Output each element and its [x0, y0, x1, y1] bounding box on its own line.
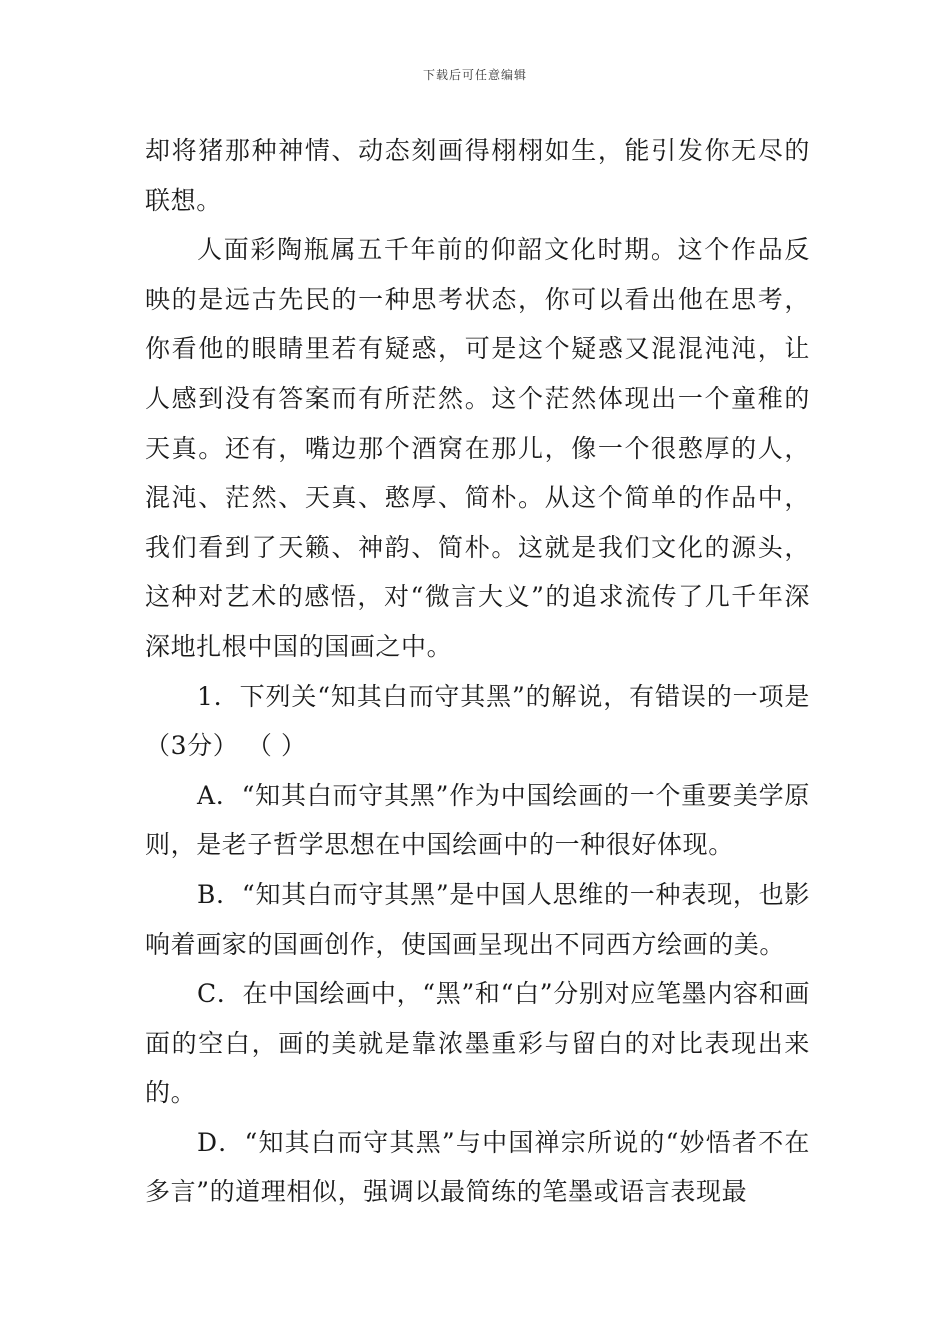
- option-a: A．“知其白而守其黑”作为中国绘画的一个重要美学原则，是老子哲学思想在中国绘画中的一种很好体现。: [145, 780, 810, 860]
- paragraph-continuation: 却将猪那种神情、动态刻画得栩栩如生，能引发你无尽的联想。: [145, 136, 810, 215]
- paragraph-pottery: 人面彩陶瓶属五千年前的仰韶文化时期。这个作品反映的是远古先民的一种思考状态，你可以看出他在思考，你看他的眼睛里若有疑惑，可是这个疑惑又混混沌沌，让人感到没有答案而有所茫然。这个茫然体现出一个童稚的天真。还有，嘴边那个酒窝在那儿，像一个很憨厚的人，混沌、茫然、天真、憨厚、简朴。从这个简单的作品中，我们看到了天籁、神韵、简朴。这就是我们文化的源头，这种对艺术的感悟，对“微言大义”的追求流传了几千年深深地扎根中国的国画之中。: [145, 235, 810, 661]
- option-d: D．“知其白而守其黑”与中国禅宗所说的“妙悟者不在多言”的道理相似，强调以最简练的笔墨或语言表现最: [145, 1127, 810, 1207]
- document-body: [145, 126, 810, 1217]
- option-b: B．“知其白而守其黑”是中国人思维的一种表现，也影响着画家的国画创作，使国画呈现出不同西方绘画的美。: [145, 879, 810, 959]
- option-c: C．在中国绘画中，“黑”和“白”分别对应笔墨内容和画面的空白，画的美就是靠浓墨重彩与留白的对比表现出来的。: [145, 979, 810, 1108]
- header-note: 下载后可任意编辑: [422, 68, 527, 82]
- question-1: 1．下列关“知其白而守其黑”的解说，有错误的一项是（3分） （ ）: [145, 681, 810, 761]
